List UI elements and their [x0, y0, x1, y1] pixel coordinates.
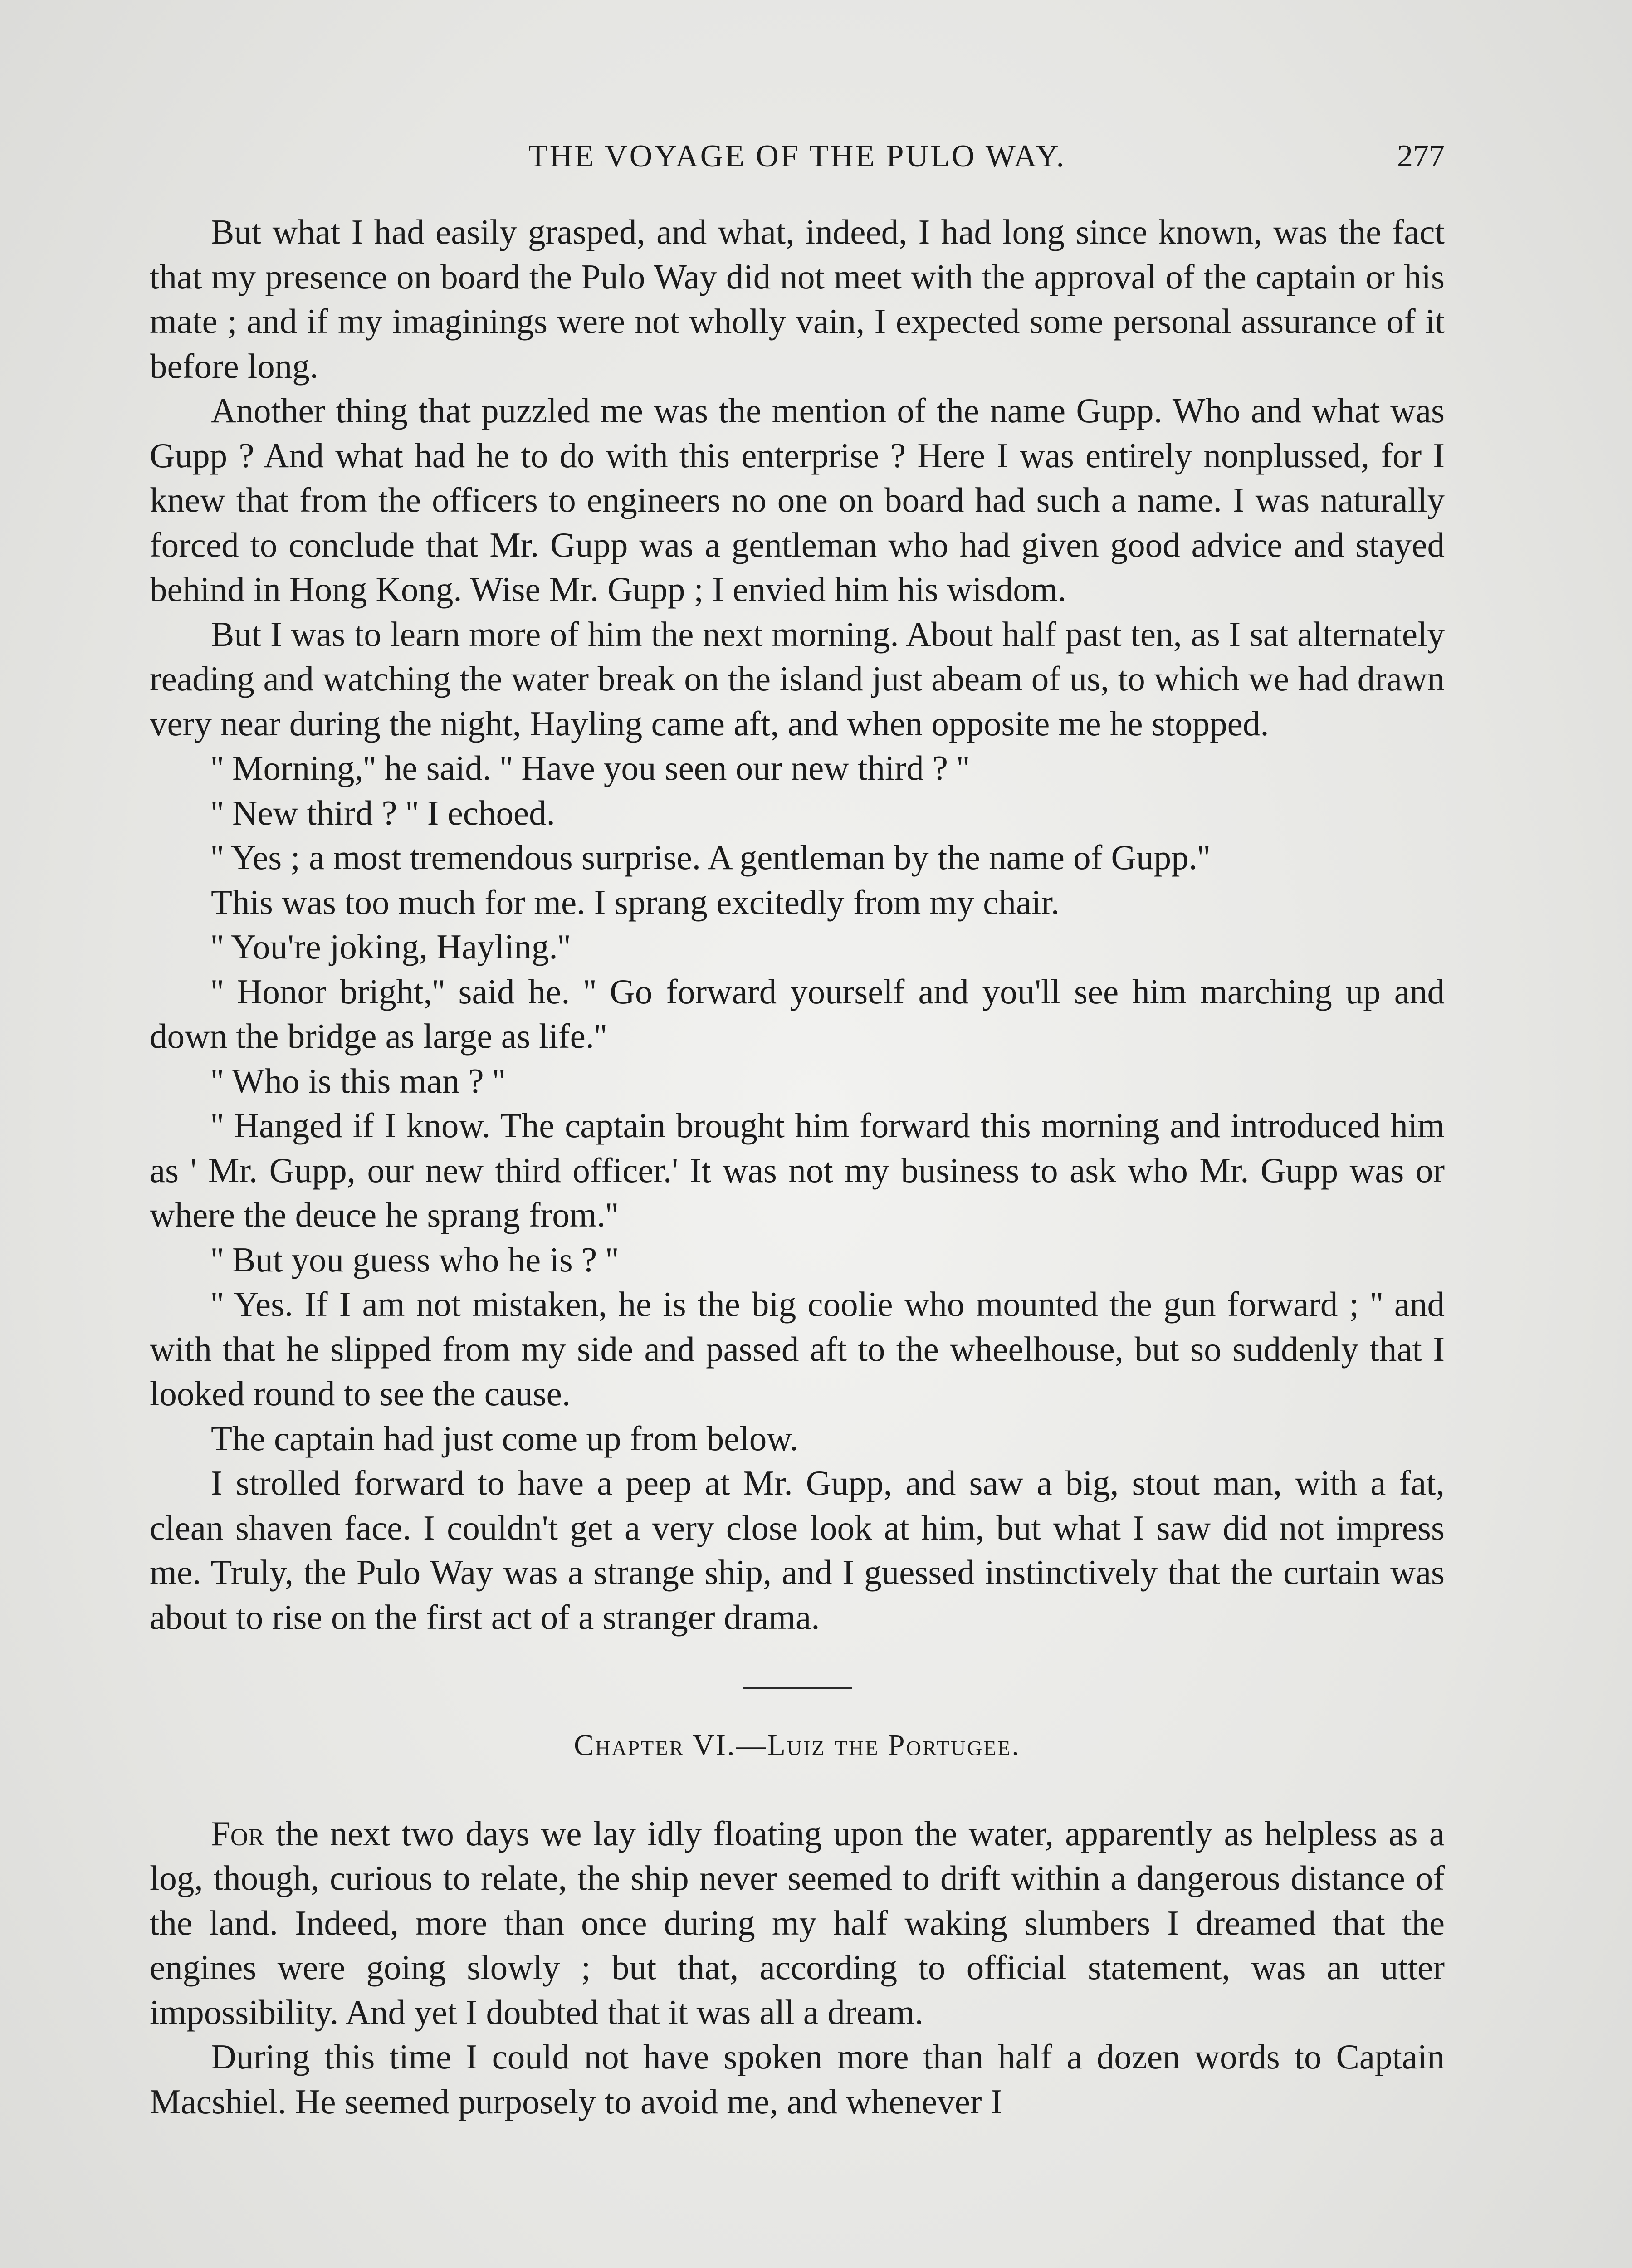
chapter-heading: Chapter VI.—Luiz the Portugee. [574, 1729, 1021, 1762]
paragraph: The captain had just come up from below. [211, 1418, 799, 1458]
paragraph: '' But you guess who he is ? '' [211, 1240, 619, 1279]
section-divider [743, 1687, 852, 1689]
paragraph: '' New third ? '' I echoed. [211, 793, 555, 832]
body-text [150, 210, 1445, 2124]
chapter-paragraph: During this time I could not have spoken more than half a dozen words to Captain Macshiel. He seemed purposely to avoid me, and whenever I [150, 2037, 1445, 2121]
paragraph: '' Yes. If I am not mistaken, he is the big coolie who mounted the gun forward ; '' and with that he slipped from my side and passed aft to the wheelhouse, but so suddenly that I looked round to see the cause. [150, 1285, 1445, 1413]
lead-word: For [211, 1813, 264, 1853]
paragraph-text: the next two days we lay idly floating upon the water, apparently as helpless as a log, though, curious to relate, the ship never seemed to drift within a dangerous distance of the land. Indeed, more than once during my half waking slumbers I dreamed that the engines were going slowly ; but that, according to official statement, was an utter impossibility. And yet I doubted that it was all a dream. [150, 1813, 1445, 2032]
paragraph: '' Morning,'' he said. '' Have you seen our new third ? '' [211, 748, 970, 787]
chapter-paragraph [150, 1811, 1445, 2035]
paragraph: But I was to learn more of him the next morning. About half past ten, as I sat alternately reading and watching the water break on the island just abeam of us, to which we had drawn very near during the night, Hayling came aft, and when opposite me he stopped. [150, 614, 1445, 743]
paragraph: But what I had easily grasped, and what, indeed, I had long since known, was the fact that my presence on board the Pulo Way did not meet with the approval of the captain or his mate ; and if my imaginings were not wholly vain, I expected some personal assurance of it before long. [150, 212, 1445, 386]
paragraph: '' You're joking, Hayling.'' [211, 927, 571, 966]
running-head [150, 136, 1445, 177]
paragraph: Another thing that puzzled me was the mention of the name Gupp. Who and what was Gupp ? And what had he to do with this enterprise ? Here I was entirely nonplussed, for I knew that from the officers to engineers no one on board had such a name. I was naturally forced to conclude that Mr. Gupp was a gentleman who had given good advice and stayed behind in Hong Kong. Wise Mr. Gupp ; I envied him his wisdom. [150, 391, 1445, 609]
paragraph: '' Hanged if I know. The captain brought him forward this morning and introduced him as ' Mr. Gupp, our new third officer.' It was not my business to ask who Mr. Gupp was or where the deuce he sprang from.'' [150, 1106, 1445, 1234]
paragraph: '' Honor bright,'' said he. '' Go forward yourself and you'll see him marching up and down the bridge as large as life.'' [150, 972, 1445, 1056]
paragraph: This was too much for me. I sprang excitedly from my chair. [211, 882, 1060, 922]
running-title: THE VOYAGE OF THE PULO WAY. [528, 139, 1066, 174]
paragraph: '' Yes ; a most tremendous surprise. A gentleman by the name of Gupp.'' [211, 838, 1210, 877]
paragraph: '' Who is this man ? '' [211, 1061, 505, 1100]
paragraph: I strolled forward to have a peep at Mr. Gupp, and saw a big, stout man, with a fat, clean shaven face. I couldn't get a very close look at him, but what I saw did not impress me. Truly, the Pulo Way was a strange ship, and I guessed instinctively that the curtain was about to rise on the first act of a stranger drama. [150, 1463, 1445, 1637]
page-number: 277 [1397, 139, 1445, 174]
